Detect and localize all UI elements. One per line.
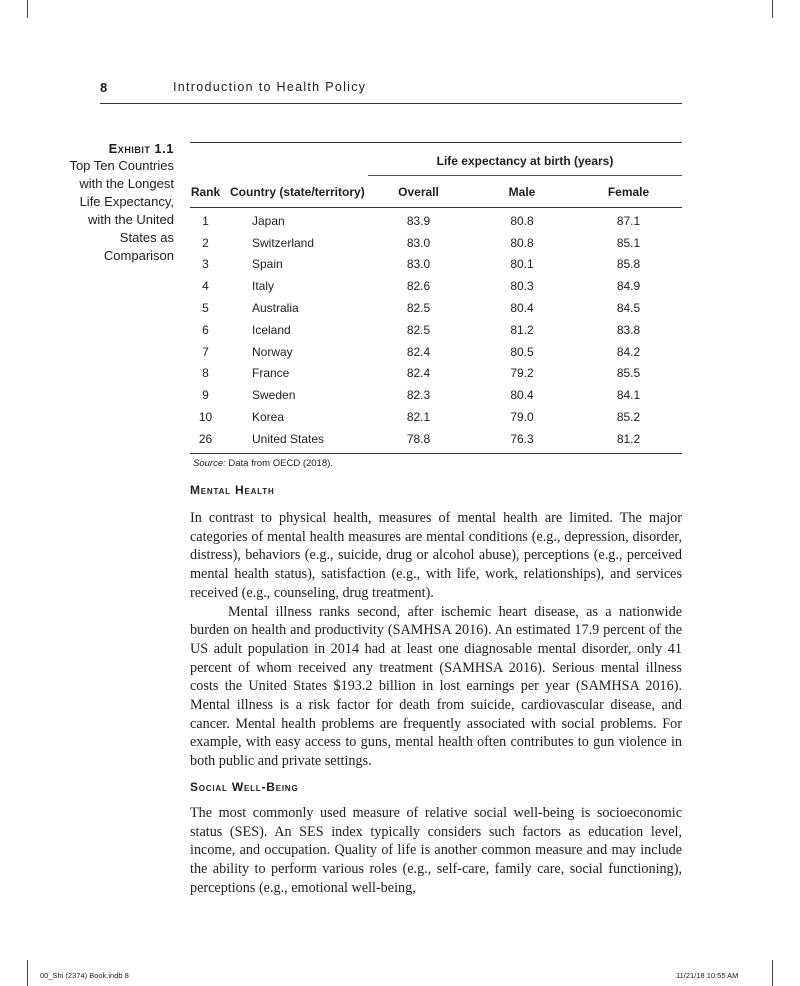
header-male: Male	[508, 185, 536, 199]
cell-country: Iceland	[252, 322, 291, 337]
running-title: Introduction to Health Policy	[173, 80, 367, 94]
paragraph: The most commonly used measure of relative social well-being is socioeconomic status (SES). An SES index typically considers such factors as education level, income, and occupation. Quality of life is another common measure and may include the ability to perform various roles (e.g., self-care, family care, social functioning), perceptions (e.g., emotional well-being,	[190, 805, 682, 896]
caption-line: Top Ten Countries	[69, 158, 174, 173]
cell-overall: 82.5	[406, 322, 431, 337]
paragraph: Mental illness ranks second, after ischemic heart disease, as a nationwide burden on health and productivity (SAMHSA 2016). An estimated 17.9 percent of the US adult population in 2014 had at least one diagnosable mental disorder, only 41 percent of whom received any treatment (SAMHSA 2016). Serious mental illness costs the United States $193.2 billion in lost earnings per year (SAMHSA 2016). Mental illness is a risk factor for death from suicide, cardiovascular disease, and cancer. Mental health problems are frequently associated with social problems. For example, with easy access to guns, mental health often contributes to gun violence in both public and private settings.	[190, 603, 682, 770]
cell-country: Korea	[252, 410, 285, 425]
cell-female: 85.1	[616, 235, 641, 250]
table-row	[190, 254, 682, 276]
cell-male: 79.2	[510, 366, 534, 381]
cell-country: Japan	[252, 213, 285, 228]
caption-line: with the United	[88, 212, 174, 227]
cell-rank: 8	[202, 366, 209, 381]
cell-overall: 82.5	[406, 301, 431, 316]
exhibit-caption-block	[30, 141, 174, 265]
cell-female: 81.2	[616, 431, 641, 446]
cell-male: 80.5	[510, 344, 534, 359]
header-country: Country (state/territory)	[230, 185, 365, 199]
table-row	[190, 275, 682, 297]
heading-social-wellbeing: Social Well-Being	[190, 780, 299, 794]
cell-female: 84.2	[616, 344, 641, 359]
cell-rank: 6	[202, 322, 209, 337]
table-row	[190, 297, 682, 319]
header-rule	[100, 103, 682, 104]
cell-female: 84.5	[616, 301, 641, 316]
cell-male: 79.0	[510, 410, 534, 425]
cell-overall: 83.0	[406, 257, 431, 272]
cell-country: United States	[252, 431, 325, 446]
header-rank: Rank	[190, 185, 221, 199]
page-number: 8	[100, 80, 108, 95]
crop-mark	[772, 0, 773, 18]
table-row	[190, 428, 682, 450]
cell-country: Australia	[252, 301, 299, 316]
cell-rank: 26	[198, 431, 213, 446]
cell-country: Norway	[252, 344, 293, 359]
spanner-label: Life expectancy at birth (years)	[436, 154, 614, 168]
cell-male: 80.3	[510, 279, 534, 294]
cell-overall: 83.9	[406, 213, 431, 228]
table-header-row	[190, 177, 682, 207]
table-bottom-rule	[190, 453, 682, 454]
cell-male: 80.8	[510, 235, 534, 250]
paragraph: In contrast to physical health, measures of mental health are limited. The major categories of mental health measures are mental conditions (e.g., depression, disorder, distress), behaviors (e.g., suicide, drug or alcohol abuse), perceptions (e.g., perceived mental health status), satisfaction (e.g., with life, work, relationships), and services received (e.g., counseling, drug treatment).	[190, 510, 682, 601]
cell-overall: 82.6	[406, 279, 431, 294]
exhibit-label: Exhibit 1.1	[108, 141, 174, 156]
cell-male: 80.4	[510, 301, 534, 316]
source-text: Data from OECD (2018).	[225, 458, 333, 469]
cell-rank: 3	[202, 257, 209, 272]
print-footer-file: 00_Shi (2374) Book.indb 8	[40, 971, 129, 980]
cell-overall: 82.1	[406, 410, 431, 425]
crop-mark	[27, 0, 28, 18]
cell-male: 80.8	[510, 213, 534, 228]
table-source-note	[193, 458, 333, 469]
cell-male: 81.2	[510, 322, 534, 337]
cell-rank: 5	[202, 301, 209, 316]
cell-male: 80.4	[510, 388, 534, 403]
cell-male: 76.3	[510, 431, 534, 446]
table-row	[190, 406, 682, 428]
cell-country: Italy	[252, 279, 275, 294]
cell-female: 83.8	[616, 322, 641, 337]
cell-overall: 83.0	[406, 235, 431, 250]
cell-male: 80.1	[510, 257, 534, 272]
heading-mental-health: Mental Health	[190, 483, 275, 497]
header-female: Female	[607, 185, 650, 199]
table-row	[190, 341, 682, 363]
table-body	[190, 208, 682, 453]
cell-rank: 7	[202, 344, 209, 359]
cell-rank: 4	[202, 279, 209, 294]
cell-female: 85.8	[616, 257, 641, 272]
source-label: Source:	[193, 458, 226, 469]
cell-rank: 1	[202, 213, 209, 228]
cell-rank: 10	[198, 410, 213, 425]
cell-country: Sweden	[252, 388, 296, 403]
cell-country: Switzerland	[252, 235, 315, 250]
cell-rank: 2	[202, 235, 209, 250]
cell-overall: 78.8	[406, 431, 431, 446]
mental-health-body	[190, 509, 682, 771]
cell-female: 84.9	[616, 279, 641, 294]
table-row	[190, 319, 682, 341]
cell-female: 85.2	[616, 410, 641, 425]
cell-country: France	[252, 366, 290, 381]
table-row	[190, 384, 682, 406]
spanner-rule	[368, 175, 682, 176]
table-spanner	[190, 143, 682, 177]
social-wellbeing-body	[190, 804, 682, 898]
cell-overall: 82.4	[406, 366, 431, 381]
running-header	[100, 80, 682, 100]
table-row	[190, 363, 682, 385]
cell-rank: 9	[202, 388, 209, 403]
print-footer-timestamp: 11/21/18 10:55 AM	[676, 971, 739, 980]
cell-female: 84.1	[616, 388, 641, 403]
cell-female: 87.1	[616, 213, 641, 228]
crop-mark	[772, 960, 773, 986]
cell-overall: 82.4	[406, 344, 431, 359]
cell-female: 85.5	[616, 366, 641, 381]
table-row	[190, 232, 682, 254]
cell-overall: 82.3	[406, 388, 431, 403]
crop-mark	[27, 960, 28, 986]
table-row	[190, 210, 682, 232]
life-expectancy-table	[190, 142, 682, 454]
header-overall: Overall	[398, 185, 439, 199]
caption-line: Life Expectancy,	[79, 194, 174, 209]
caption-line: Comparison	[103, 248, 174, 263]
exhibit-caption	[30, 157, 174, 265]
caption-line: States as	[119, 230, 174, 245]
cell-country: Spain	[252, 257, 283, 272]
caption-line: with the Longest	[79, 176, 174, 191]
